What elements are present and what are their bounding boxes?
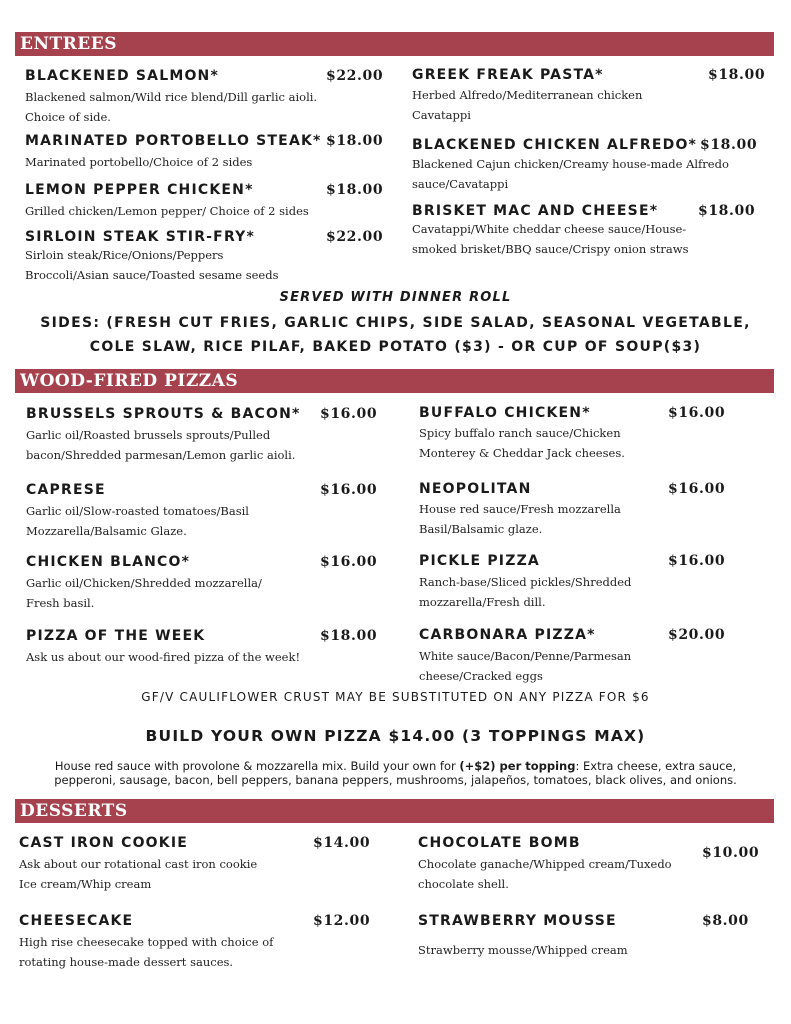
item-description: bacon/Shredded parmesan/Lemon garlic aioli. — [26, 448, 296, 462]
served-with-note: SERVED WITH DINNER ROLL — [279, 290, 512, 305]
entrees-heading: ENTREES — [20, 34, 117, 54]
item-price: $16.00 — [668, 481, 726, 497]
item-name: BLACKENED SALMON* — [25, 68, 219, 84]
item-name: PIZZA OF THE WEEK — [26, 628, 206, 644]
item-price: $22.00 — [326, 68, 384, 84]
item-description: White sauce/Bacon/Penne/Parmesan — [419, 649, 632, 663]
item-description: Marinated portobello/Choice of 2 sides — [25, 155, 253, 169]
item-name: BUFFALO CHICKEN* — [419, 405, 591, 421]
item-description: Cavatappi/White cheddar cheese sauce/House- — [412, 222, 687, 236]
item-name: CHICKEN BLANCO* — [26, 554, 191, 570]
item-description: Grilled chicken/Lemon pepper/ Choice of 2 sides — [25, 204, 309, 218]
entrees-section-header — [15, 32, 774, 56]
item-price: $16.00 — [320, 554, 378, 570]
byo-topping-price: (+$2) per topping — [459, 759, 576, 773]
pizzas-section-header — [15, 369, 774, 393]
item-description: Garlic oil/Roasted brussels sprouts/Pulled — [26, 428, 271, 442]
item-description: Sirloin steak/Rice/Onions/Peppers — [25, 248, 224, 262]
item-description: Basil/Balsamic glaze. — [419, 522, 543, 536]
item-name: STRAWBERRY MOUSSE — [418, 913, 617, 929]
item-description: Broccoli/Asian sauce/Toasted sesame seeds — [25, 268, 279, 282]
item-name: BRUSSELS SPROUTS & BACON* — [26, 406, 301, 422]
item-name: BLACKENED CHICKEN ALFREDO* — [412, 137, 698, 153]
item-description: Spicy buffalo ranch sauce/Chicken — [419, 426, 621, 440]
item-description: Garlic oil/Slow-roasted tomatoes/Basil — [26, 504, 249, 518]
item-price: $18.00 — [326, 182, 384, 198]
item-description: High rise cheesecake topped with choice of — [19, 935, 274, 949]
item-description: cheese/Cracked eggs — [419, 669, 543, 683]
item-description: Strawberry mousse/Whipped cream — [418, 943, 628, 957]
desserts-heading: DESSERTS — [20, 801, 128, 821]
item-description: Fresh basil. — [26, 596, 95, 610]
item-price: $18.00 — [320, 628, 378, 644]
item-description: smoked brisket/BBQ sauce/Crispy onion straws — [412, 242, 689, 256]
item-name: MARINATED PORTOBELLO STEAK* — [25, 133, 322, 149]
item-price: $14.00 — [313, 835, 371, 851]
item-price: $10.00 — [702, 845, 760, 861]
desserts-section-header — [15, 799, 774, 823]
item-description: Garlic oil/Chicken/Shredded mozzarella/ — [26, 576, 262, 590]
item-name: NEOPOLITAN — [419, 481, 532, 497]
item-name: CAST IRON COOKIE — [19, 835, 188, 851]
item-description: Ask about our rotational cast iron cookie — [19, 857, 258, 871]
item-description: sauce/Cavatappi — [412, 177, 509, 191]
item-description: Chocolate ganache/Whipped cream/Tuxedo — [418, 857, 672, 871]
byo-text: House red sauce with provolone & mozzarella mix. Build your own for — [54, 759, 460, 773]
item-price: $16.00 — [668, 553, 726, 569]
byo-text: : Extra cheese, extra sauce, — [575, 759, 737, 773]
item-description: chocolate shell. — [418, 877, 509, 891]
item-description: Blackened Cajun chicken/Creamy house-made Alfredo — [412, 157, 729, 171]
item-price: $16.00 — [320, 406, 378, 422]
item-description: Herbed Alfredo/Mediterranean chicken — [412, 88, 643, 102]
item-description: rotating house-made dessert sauces. — [19, 955, 234, 969]
item-price: $18.00 — [698, 203, 756, 219]
item-description: Blackened salmon/Wild rice blend/Dill garlic aioli. — [25, 90, 318, 104]
item-price: $8.00 — [702, 913, 749, 929]
item-description: Monterey & Cheddar Jack cheeses. — [419, 446, 625, 460]
item-description: Ice cream/Whip cream — [19, 877, 152, 891]
item-price: $18.00 — [700, 137, 758, 153]
item-price: $22.00 — [326, 229, 384, 245]
item-name: BRISKET MAC AND CHEESE* — [412, 203, 659, 219]
item-name: CHOCOLATE BOMB — [418, 835, 581, 851]
item-price: $16.00 — [320, 482, 378, 498]
pizzas-heading: WOOD-FIRED PIZZAS — [20, 371, 239, 391]
build-your-own-toppings: pepperoni, sausage, bacon, bell peppers, banana peppers, mushrooms, jalapeños, tomatoes, black olives, and onions. — [54, 773, 737, 787]
item-description: Mozzarella/Balsamic Glaze. — [26, 524, 187, 538]
sides-line: SIDES: (FRESH CUT FRIES, GARLIC CHIPS, SIDE SALAD, SEASONAL VEGETABLE, — [40, 315, 751, 331]
item-price: $20.00 — [668, 627, 726, 643]
item-name: PICKLE PIZZA — [419, 553, 540, 569]
item-description: mozzarella/Fresh dill. — [419, 595, 546, 609]
item-description: House red sauce/Fresh mozzarella — [419, 502, 621, 516]
sides-line: COLE SLAW, RICE PILAF, BAKED POTATO ($3) - OR CUP OF SOUP($3) — [89, 339, 702, 355]
item-description: Ranch-base/Sliced pickles/Shredded — [419, 575, 632, 589]
item-name: CAPRESE — [26, 482, 106, 498]
item-price: $18.00 — [708, 67, 766, 83]
item-name: CARBONARA PIZZA* — [419, 627, 596, 643]
item-name: SIRLOIN STEAK STIR-FRY* — [25, 229, 256, 245]
gluten-free-note: GF/V CAULIFLOWER CRUST MAY BE SUBSTITUTED ON ANY PIZZA FOR $6 — [141, 690, 650, 704]
item-price: $16.00 — [668, 405, 726, 421]
item-price: $12.00 — [313, 913, 371, 929]
item-description: Choice of side. — [25, 110, 111, 124]
item-name: CHEESECAKE — [19, 913, 134, 929]
item-name: LEMON PEPPER CHICKEN* — [25, 182, 254, 198]
item-description: Ask us about our wood-fired pizza of the week! — [26, 650, 301, 664]
item-description: Cavatappi — [412, 108, 471, 122]
item-price: $18.00 — [326, 133, 384, 149]
item-name: GREEK FREAK PASTA* — [412, 67, 604, 83]
build-your-own-title: BUILD YOUR OWN PIZZA $14.00 (3 TOPPINGS MAX) — [145, 727, 646, 745]
